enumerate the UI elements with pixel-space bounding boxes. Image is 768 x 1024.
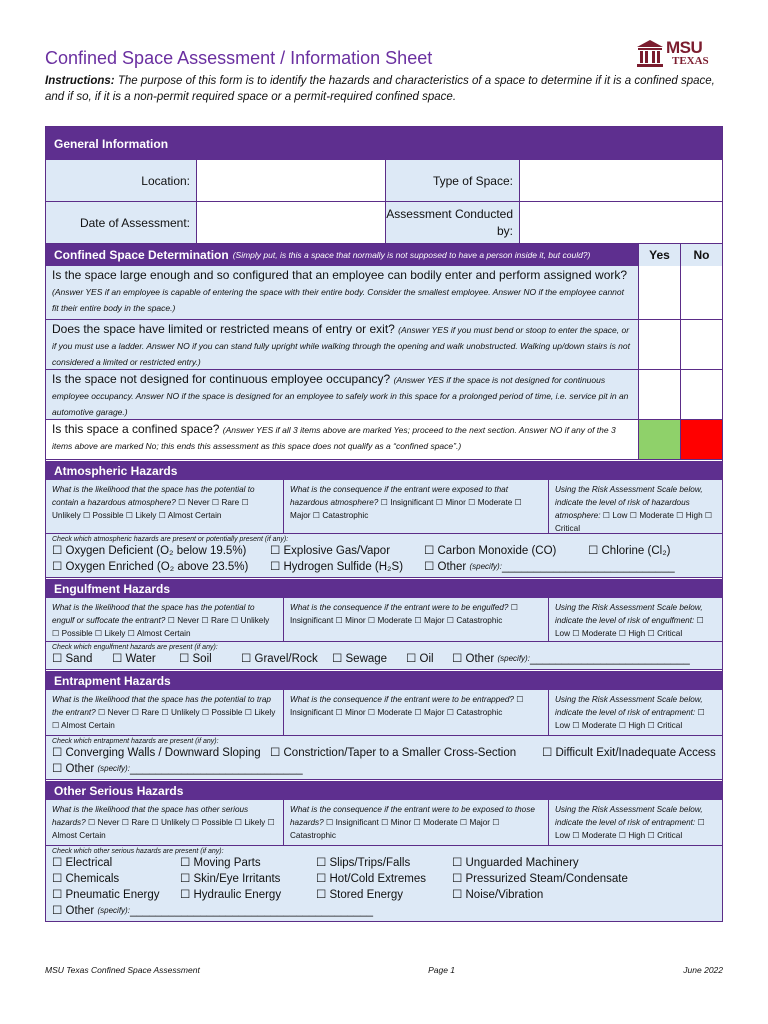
checkbox-item[interactable]: ☐ Sand — [52, 653, 93, 665]
yes-column-header: Yes — [638, 244, 680, 266]
engulfment-check-title: Check which engulfment hazards are present (if any): — [52, 644, 218, 651]
q2-yes-box[interactable] — [638, 320, 680, 370]
entrapment-likelihood-q: What is the likelihood that the space has the potential to trap the entrant? — [52, 695, 271, 717]
engulfment-checklist — [46, 642, 722, 670]
engulfment-risk-row — [46, 598, 722, 642]
determination-sub: (Simply put, is this a space that normally is not supposed to have a person inside it, but could?) — [232, 250, 591, 260]
other-risk-options[interactable]: ☐ Low ☐ Moderate ☐ High ☐ Critical — [555, 818, 705, 840]
entrapment-risk-q: Using the Risk Assessment Scale below, indicate the level of risk of entrapment: — [555, 695, 703, 717]
atmospheric-checklist — [46, 534, 722, 578]
atmospheric-check-title: Check which atmospheric hazards are present or potentially present (if any): — [52, 536, 289, 543]
question-1: Is the space large enough and so configured that an employee can bodily enter and perform assigned work? — [52, 268, 628, 282]
conducted-by-label: Assessment Conducted by: — [386, 202, 520, 244]
other-consequence-q: What is the consequence if the entrant were to be exposed to those hazards? — [290, 805, 535, 827]
atmospheric-risk-q: Using the Risk Assessment Scale below, indicate the level of risk of hazardous atmosphere: — [555, 485, 703, 520]
footer-page: Page 1 — [428, 965, 456, 975]
specify-label: (specify): — [469, 562, 502, 571]
checkbox-item[interactable]: ☐ Other — [52, 763, 95, 775]
question-1-note: (Answer YES if an employee is capable of entering the space with their entire body. Consider the smallest employee. Answer NO if the employee cannot fit their entire body in the space.) — [52, 287, 625, 313]
entrapment-consequence-q: What is the consequence if the entrant were to be entrapped? — [290, 695, 514, 704]
type-of-space-field[interactable] — [520, 160, 722, 202]
checkbox-item[interactable]: ☐ Noise/Vibration — [452, 889, 544, 901]
atmospheric-consequence-q: What is the consequence if the entrant were exposed to that hazardous atmosphere? — [290, 485, 509, 507]
general-info-header: General Information — [46, 127, 722, 160]
checkbox-item[interactable]: ☐ Slips/Trips/Falls — [316, 857, 411, 869]
checkbox-item[interactable]: ☐ Other — [452, 653, 495, 665]
atmospheric-likelihood-q: What is the likelihood that the space has the potential to contain a hazardous atmosphere? — [52, 485, 255, 507]
entrapment-checklist — [46, 736, 722, 780]
q4-yes-box[interactable] — [638, 420, 680, 460]
engulfment-consequence-q: What is the consequence if the entrant were to be engulfed? — [290, 603, 509, 612]
question-3: Is the space not designed for continuous employee occupancy? — [52, 372, 391, 386]
engulfment-consequence-options[interactable]: ☐ Insignificant ☐ Minor ☐ Moderate ☐ Major ☐ Catastrophic — [290, 603, 519, 625]
checkbox-item[interactable]: ☐ Gravel/Rock — [241, 653, 318, 665]
checkbox-item[interactable]: ☐ Unguarded Machinery — [452, 857, 579, 869]
checkbox-item[interactable]: ☐ Constriction/Taper to a Smaller Cross-Section — [270, 747, 517, 759]
q3-yes-box[interactable] — [638, 370, 680, 420]
question-4-note: (Answer YES if all 3 items above are marked Yes; proceed to the next section. Answer NO if any of the 3 items above are marked No; this ends this assessment as this space does not qualify as a “confined space”.) — [52, 425, 616, 451]
instructions — [45, 73, 725, 105]
footer-date: June 2022 — [683, 965, 723, 975]
engulfment-likelihood-q: What is the likelihood that the space has the potential to engulf or suffocate the entrant? — [52, 603, 255, 625]
q2-no-box[interactable] — [680, 320, 722, 370]
logo-texas-text: TEXAS — [672, 55, 709, 67]
q4-no-box[interactable] — [680, 420, 722, 460]
general-row-2 — [46, 202, 722, 244]
checkbox-item[interactable]: ☐ Explosive Gas/Vapor — [270, 545, 391, 557]
other-likelihood-q: What is the likelihood that the space has other serious hazards? — [52, 805, 249, 827]
question-row — [46, 420, 722, 460]
entrapment-check-title: Check which entrapment hazards are present (if any): — [52, 738, 219, 745]
checkbox-item[interactable]: ☐ Soil — [179, 653, 212, 665]
specify-line[interactable]: ___________________________ — [129, 763, 303, 775]
other-check-title: Check which other serious hazards are present (if any): — [52, 848, 224, 855]
checkbox-item[interactable]: ☐ Difficult Exit/Inadequate Access — [542, 747, 716, 759]
checkbox-item[interactable]: ☐ Sewage — [332, 653, 388, 665]
question-row — [46, 266, 722, 320]
other-hazards-header: Other Serious Hazards — [46, 780, 722, 800]
checkbox-item[interactable]: ☐ Converging Walls / Downward Sloping — [52, 747, 261, 759]
q1-yes-box[interactable] — [638, 266, 680, 320]
entrapment-risk-options[interactable]: ☐ Low ☐ Moderate ☐ High ☐ Critical — [555, 708, 705, 730]
location-label: Location: — [46, 160, 197, 202]
question-row — [46, 370, 722, 420]
atmospheric-header: Atmospheric Hazards — [46, 460, 722, 480]
specify-line[interactable]: _________________________ — [529, 653, 690, 665]
other-risk-row — [46, 800, 722, 846]
other-consequence-options[interactable]: ☐ Insignificant ☐ Minor ☐ Moderate ☐ Major ☐ Catastrophic — [290, 818, 500, 840]
engulfment-risk-q: Using the Risk Assessment Scale below, indicate the level of risk of engulfment: — [555, 603, 703, 625]
atmospheric-likelihood-options[interactable]: ☐ Never ☐ Rare ☐ Unlikely ☐ Possible ☐ Likely ☐ Almost Certain — [52, 498, 249, 520]
building-icon — [636, 38, 664, 68]
checkbox-item[interactable]: ☐ Hydrogen Sulfide (H₂S) — [270, 561, 404, 573]
checkbox-item[interactable]: ☐ Hydraulic Energy — [180, 889, 282, 901]
entrapment-likelihood-options[interactable]: ☐ Never ☐ Rare ☐ Unlikely ☐ Possible ☐ Likely ☐ Almost Certain — [52, 708, 276, 730]
q3-no-box[interactable] — [680, 370, 722, 420]
determination-header — [46, 244, 722, 266]
checkbox-item[interactable]: ☐ Moving Parts — [180, 857, 261, 869]
q1-no-box[interactable] — [680, 266, 722, 320]
entrapment-risk-row — [46, 690, 722, 736]
conducted-by-field[interactable] — [520, 202, 722, 244]
date-label: Date of Assessment: — [46, 202, 197, 244]
checkbox-item[interactable]: ☐ Oxygen Enriched (O₂ above 23.5%) — [52, 561, 249, 573]
checkbox-item[interactable]: ☐ Oxygen Deficient (O₂ below 19.5%) — [52, 545, 247, 557]
engulfment-risk-options[interactable]: ☐ Low ☐ Moderate ☐ High ☐ Critical — [555, 616, 704, 638]
checkbox-item[interactable]: ☐ Chlorine (Cl₂) — [588, 545, 671, 557]
assessment-form — [45, 126, 723, 922]
date-field[interactable] — [197, 202, 386, 244]
checkbox-item[interactable]: ☐ Other — [424, 561, 467, 573]
other-risk-q: Using the Risk Assessment Scale below, indicate the level of risk of entrapment: — [555, 805, 703, 827]
engulfment-header: Engulfment Hazards — [46, 578, 722, 598]
checkbox-item[interactable]: ☐ Electrical — [52, 857, 113, 869]
specify-label: (specify): — [97, 764, 130, 773]
determination-title: Confined Space Determination — [54, 248, 229, 262]
atmospheric-consequence-options[interactable]: ☐ Insignificant ☐ Minor ☐ Moderate ☐ Major ☐ Catastrophic — [290, 498, 522, 520]
checkbox-item[interactable]: ☐ Chemicals — [52, 873, 120, 885]
msu-texas-logo — [636, 38, 718, 70]
checkbox-item[interactable]: ☐ Water — [112, 653, 156, 665]
location-field[interactable] — [197, 160, 386, 202]
instructions-lead: Instructions: — [45, 75, 115, 87]
footer-left: MSU Texas Confined Space Assessment — [45, 965, 200, 975]
logo-msu-text: MSU — [666, 38, 703, 57]
specify-label: (specify): — [97, 906, 130, 915]
page-footer — [45, 965, 723, 975]
other-checklist — [46, 846, 722, 921]
checkbox-item[interactable]: ☐ Stored Energy — [316, 889, 404, 901]
checkbox-item[interactable]: ☐ Skin/Eye Irritants — [180, 873, 281, 885]
other-likelihood-options[interactable]: ☐ Never ☐ Rare ☐ Unlikely ☐ Possible ☐ Likely ☐ Almost Certain — [52, 818, 275, 840]
general-row-1 — [46, 160, 722, 202]
entrapment-header: Entrapment Hazards — [46, 670, 722, 690]
question-4: Is this space a confined space? — [52, 422, 220, 436]
atmospheric-risk-options[interactable]: ☐ Low ☐ Moderate ☐ High ☐ Critical — [555, 511, 713, 533]
type-of-space-label: Type of Space: — [386, 160, 520, 202]
no-column-header: No — [680, 244, 722, 266]
question-row — [46, 320, 722, 370]
question-2-note: (Answer YES if you must bend or stoop to enter the space, or if you must use a ladder. Answer NO if you can stand fully upright while walking through the opening and walk unobstructed. Walking up/down stairs is not considered a limited or restricted entry.) — [52, 325, 630, 367]
specify-label: (specify): — [497, 654, 530, 663]
question-2: Does the space have limited or restricted means of entry or exit? — [52, 322, 395, 336]
page-title: Confined Space Assessment / Information Sheet — [45, 48, 433, 68]
checkbox-item[interactable]: ☐ Carbon Monoxide (CO) — [424, 545, 557, 557]
checkbox-item[interactable]: ☐ Pneumatic Energy — [52, 889, 160, 901]
engulfment-likelihood-options[interactable]: ☐ Never ☐ Rare ☐ Unlikely ☐ Possible ☐ Likely ☐ Almost Certain — [52, 616, 270, 638]
checkbox-item[interactable]: ☐ Other — [52, 905, 95, 917]
checkbox-item[interactable]: ☐ Hot/Cold Extremes — [316, 873, 427, 885]
specify-line[interactable]: ___________________________ — [501, 561, 675, 573]
specify-line[interactable]: ______________________________________ — [129, 905, 373, 917]
question-3-note: (Answer YES if the space is not designed for continuous employee occupancy. Answer NO if the space is designed for an employee to safely work in this space for a prolonged period of time, i.e. service pit in an automotive garage.) — [52, 375, 629, 417]
checkbox-item[interactable]: ☐ Pressurized Steam/Condensate — [452, 873, 628, 885]
instructions-text: The purpose of this form is to identify the hazards and characteristics of a space to determine if it is a confined space, and if so, if it is a non-permit required space or a permit-required confined space. — [45, 75, 715, 103]
atmospheric-risk-row — [46, 480, 722, 534]
entrapment-consequence-options[interactable]: ☐ Insignificant ☐ Minor ☐ Moderate ☐ Major ☐ Catastrophic — [290, 695, 524, 717]
checkbox-item[interactable]: ☐ Oil — [406, 653, 434, 665]
